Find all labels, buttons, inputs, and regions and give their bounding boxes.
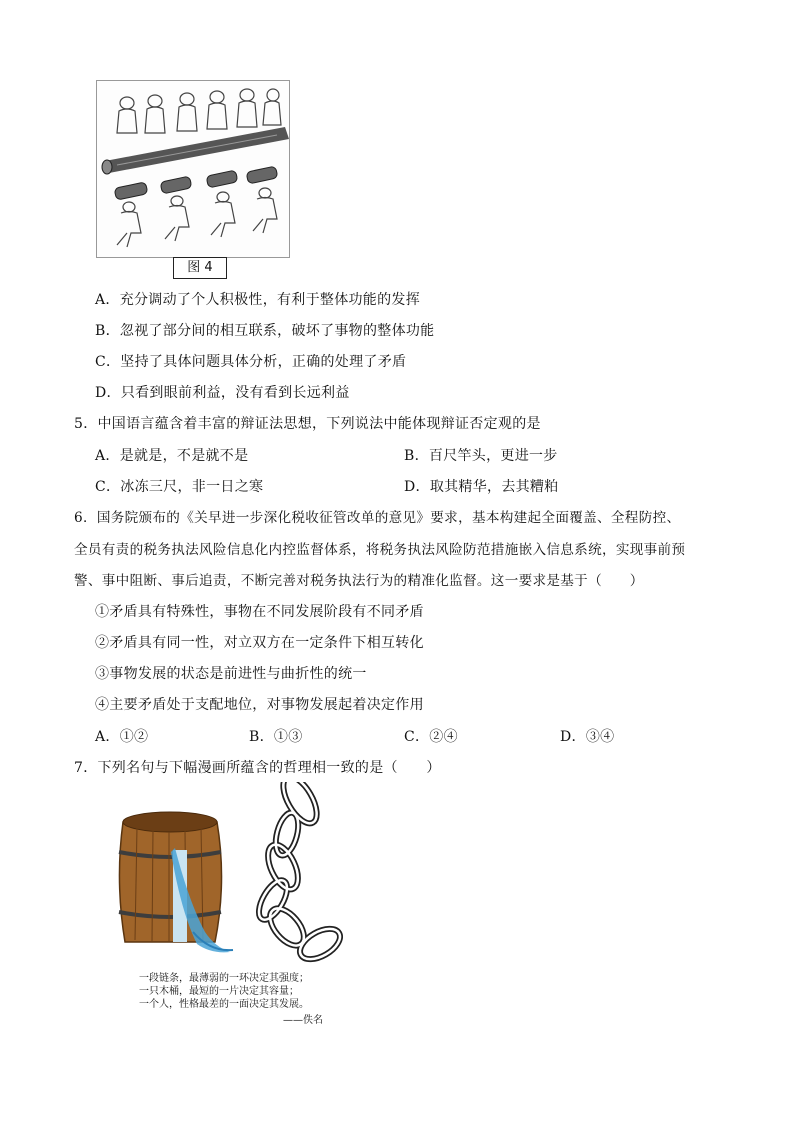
chain-icon bbox=[253, 782, 345, 965]
wooden-barrel-icon bbox=[119, 812, 233, 952]
q6-stem-line-3: 警、事中阻断、事后追责，不断完善对税务执法行为的精准化监督。这一要求是基于（ ） bbox=[74, 573, 644, 589]
barrel-and-chain-illustration bbox=[115, 782, 375, 967]
quote-line-2: 一只木桶，最短的一片决定其容量； bbox=[139, 986, 299, 997]
q7-stem: 7．下列名句与下幅漫画所蕴含的哲理相一致的是（ ） bbox=[74, 760, 441, 776]
q6-option-b: B．①③ bbox=[249, 729, 303, 745]
q5-stem: 5．中国语言蕴含着丰富的辩证法思想，下列说法中能体现辩证否定观的是 bbox=[74, 416, 541, 432]
q4-option-d: D．只看到眼前利益，没有看到长远利益 bbox=[95, 385, 350, 401]
quote-attribution: ——佚名 bbox=[283, 1015, 323, 1026]
barrel-chain-cartoon bbox=[115, 782, 375, 1032]
q4-option-a: A．充分调动了个人积极性，有利于整体功能的发挥 bbox=[95, 292, 421, 308]
q6-option-c: C．②④ bbox=[404, 729, 458, 745]
figure-4-cartoon bbox=[96, 80, 290, 258]
q5-option-d: D．取其精华，去其糟粕 bbox=[404, 479, 559, 495]
q5-option-b: B．百尺竿头，更进一步 bbox=[404, 448, 558, 464]
q5-option-c: C．冰冻三尺，非一日之寒 bbox=[95, 479, 264, 495]
quote-line-1: 一段链条，最薄弱的一环决定其强度； bbox=[139, 973, 309, 984]
q6-statement-2: ②矛盾具有同一性，对立双方在一定条件下相互转化 bbox=[95, 635, 424, 651]
q4-option-c: C．坚持了具体问题具体分析，正确的处理了矛盾 bbox=[95, 354, 407, 370]
log-carrying-illustration bbox=[97, 81, 289, 257]
q6-statement-4: ④主要矛盾处于支配地位，对事物发展起着决定作用 bbox=[95, 697, 424, 713]
q4-option-b: B．忽视了部分间的相互联系，破坏了事物的整体功能 bbox=[95, 323, 435, 339]
q6-stem-line-1: 6．国务院颁布的《关早进一步深化税收征管改单的意见》要求，基本构建起全面覆盖、全程防控、 bbox=[74, 510, 681, 526]
q6-stem-line-2: 全员有责的税务执法风险信息化内控监督体系，将税务执法风险防范措施嵌入信息系统，实现事前预 bbox=[74, 542, 686, 558]
figure-4-caption: 图 4 bbox=[173, 257, 227, 279]
q5-option-a: A．是就是，不是就不是 bbox=[95, 448, 249, 464]
q6-statement-1: ①矛盾具有特殊性，事物在不同发展阶段有不同矛盾 bbox=[95, 604, 424, 620]
quote-line-3: 一个人，性格最差的一面决定其发展。 bbox=[139, 999, 309, 1010]
q6-option-a: A．①② bbox=[95, 729, 149, 745]
q6-statement-3: ③事物发展的状态是前进性与曲折性的统一 bbox=[95, 666, 367, 682]
q6-option-d: D．③④ bbox=[560, 729, 615, 745]
